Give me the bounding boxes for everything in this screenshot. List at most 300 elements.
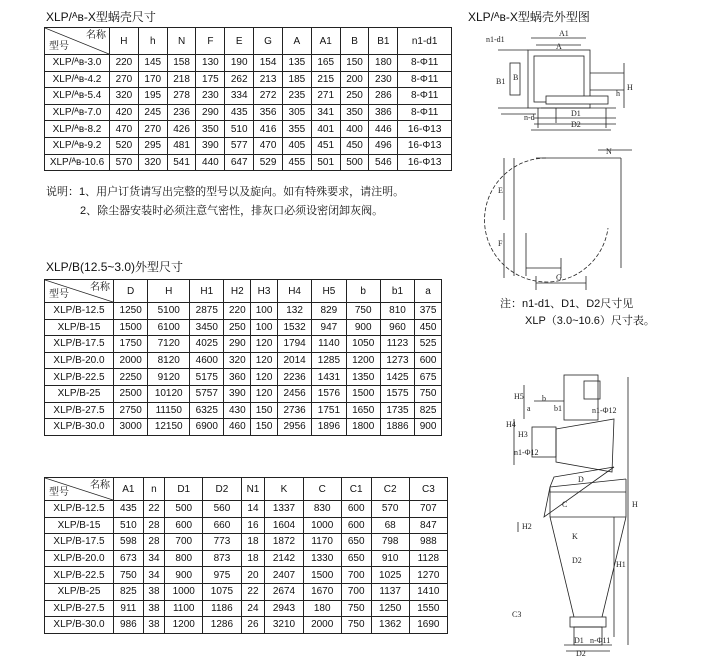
value-cell: 4600 (190, 352, 224, 369)
model-cell: XLP/B-30.0 (45, 419, 114, 436)
value-cell: 305 (282, 104, 311, 121)
column-header: H (148, 280, 190, 303)
svg-text:A: A (556, 42, 562, 51)
table-row (45, 303, 442, 320)
value-cell: 2236 (277, 369, 311, 386)
value-cell: 600 (165, 517, 203, 534)
value-cell: 145 (138, 55, 167, 72)
value-cell: 435 (225, 104, 254, 121)
value-cell: 8-Φ11 (398, 88, 452, 105)
value-cell: 245 (138, 104, 167, 121)
column-header: K (265, 478, 303, 501)
value-cell: 900 (165, 567, 203, 584)
value-cell: 798 (371, 534, 409, 551)
value-cell: 190 (225, 55, 254, 72)
svg-text:n1-d1: n1-d1 (486, 35, 505, 44)
svg-text:D2: D2 (571, 120, 581, 129)
svg-text:B1: B1 (496, 77, 506, 86)
header-row (45, 28, 452, 55)
value-cell: 1350 (346, 369, 380, 386)
value-cell: 400 (340, 121, 369, 138)
value-cell: 12150 (148, 419, 190, 436)
value-cell: 250 (224, 319, 251, 336)
value-cell: 810 (380, 303, 414, 320)
value-cell: 3210 (265, 617, 303, 634)
value-cell: 230 (196, 88, 225, 105)
value-cell: 1532 (277, 319, 311, 336)
value-cell: 16-Φ13 (398, 121, 452, 138)
table-row (45, 550, 448, 567)
value-cell: 220 (224, 303, 251, 320)
value-cell: 154 (254, 55, 283, 72)
value-cell: 426 (167, 121, 196, 138)
value-cell: 4025 (190, 336, 224, 353)
table-row (45, 501, 448, 518)
svg-text:n1-Φ12: n1-Φ12 (514, 448, 539, 457)
value-cell: 8-Φ11 (398, 104, 452, 121)
value-cell: 1000 (303, 517, 341, 534)
model-cell: XLP/B-15 (45, 319, 114, 336)
value-cell: 68 (371, 517, 409, 534)
value-cell: 525 (415, 336, 442, 353)
svg-text:A1: A1 (559, 29, 569, 38)
value-cell: 800 (165, 550, 203, 567)
svg-text:n-Φ11: n-Φ11 (590, 636, 611, 645)
value-cell: 120 (251, 352, 278, 369)
model-cell: XLP/B-25 (45, 583, 114, 600)
corner-cell (45, 280, 114, 303)
value-cell: 600 (341, 501, 371, 518)
header-row (45, 280, 442, 303)
value-cell: 2943 (265, 600, 303, 617)
value-cell: 2674 (265, 583, 303, 600)
value-cell: 650 (341, 550, 371, 567)
value-cell: 150 (340, 55, 369, 72)
value-cell: 660 (203, 517, 241, 534)
value-cell: 1337 (265, 501, 303, 518)
value-cell: 675 (415, 369, 442, 386)
value-cell: 6100 (148, 319, 190, 336)
table-row (45, 55, 452, 72)
value-cell: 320 (138, 154, 167, 171)
value-cell: 2142 (265, 550, 303, 567)
corner-label-bottom: 型号 (49, 487, 69, 498)
value-cell: 750 (114, 567, 144, 584)
svg-text:H2: H2 (522, 522, 532, 531)
value-cell: 1500 (114, 319, 148, 336)
column-header: C (303, 478, 341, 501)
model-cell: XLP/B-22.5 (45, 369, 114, 386)
value-cell: 355 (282, 121, 311, 138)
value-cell: 501 (311, 154, 340, 171)
model-cell: XLP/ᴬʙ-5.4 (45, 88, 110, 105)
value-cell: 272 (254, 88, 283, 105)
value-cell: 2456 (277, 385, 311, 402)
svg-text:n1-Φ12: n1-Φ12 (592, 406, 617, 415)
value-cell: 460 (224, 419, 251, 436)
svg-text:b: b (542, 394, 546, 403)
column-header: D (114, 280, 148, 303)
value-cell: 350 (196, 121, 225, 138)
value-cell: 150 (251, 402, 278, 419)
svg-text:n-d: n-d (524, 113, 535, 122)
value-cell: 1751 (312, 402, 346, 419)
model-cell: XLP/B-20.0 (45, 352, 114, 369)
column-header: A1 (114, 478, 144, 501)
value-cell: 170 (138, 71, 167, 88)
value-cell: 120 (251, 336, 278, 353)
value-cell: 341 (311, 104, 340, 121)
svg-text:H4: H4 (506, 420, 516, 429)
value-cell: 975 (203, 567, 241, 584)
value-cell: 3000 (114, 419, 148, 436)
model-cell: XLP/B-17.5 (45, 336, 114, 353)
value-cell: 750 (341, 600, 371, 617)
model-cell: XLP/ᴬʙ-9.2 (45, 137, 110, 154)
value-cell: 2736 (277, 402, 311, 419)
value-cell: 520 (110, 137, 139, 154)
column-header: b (346, 280, 380, 303)
value-cell: 673 (114, 550, 144, 567)
value-cell: 8-Φ11 (398, 71, 452, 88)
table-row (45, 567, 448, 584)
value-cell: 470 (110, 121, 139, 138)
value-cell: 570 (371, 501, 409, 518)
value-cell: 120 (251, 369, 278, 386)
value-cell: 2000 (303, 617, 341, 634)
value-cell: 1425 (380, 369, 414, 386)
value-cell: 1286 (203, 617, 241, 634)
model-cell: XLP/B-22.5 (45, 567, 114, 584)
value-cell: 1200 (165, 617, 203, 634)
svg-text:D2: D2 (572, 556, 582, 565)
value-cell: 825 (415, 402, 442, 419)
model-cell: XLP/B-25 (45, 385, 114, 402)
value-cell: 218 (167, 71, 196, 88)
value-cell: 1100 (165, 600, 203, 617)
value-cell: 2500 (114, 385, 148, 402)
column-header: H (110, 28, 139, 55)
table-row (45, 319, 442, 336)
value-cell: 911 (114, 600, 144, 617)
value-cell: 2875 (190, 303, 224, 320)
value-cell: 5757 (190, 385, 224, 402)
table-row (45, 71, 452, 88)
svg-text:F: F (498, 239, 503, 248)
volute-outline-figure (476, 28, 676, 328)
section2-title: XLP/B(12.5~3.0)外型尺寸 (46, 260, 184, 274)
svg-text:N: N (606, 147, 612, 156)
table-row (45, 534, 448, 551)
table-row (45, 154, 452, 171)
value-cell: 290 (196, 104, 225, 121)
value-cell: 700 (165, 534, 203, 551)
value-cell: 5175 (190, 369, 224, 386)
svg-text:H3: H3 (518, 430, 528, 439)
value-cell: 450 (415, 319, 442, 336)
value-cell: 250 (340, 88, 369, 105)
value-cell: 1362 (371, 617, 409, 634)
value-cell: 34 (143, 567, 164, 584)
value-cell: 446 (369, 121, 398, 138)
value-cell: 405 (282, 137, 311, 154)
model-cell: XLP/ᴬʙ-4.2 (45, 71, 110, 88)
corner-label-bottom: 型号 (49, 41, 69, 52)
note-1: 说明：1、用户订货请写出完整的型号以及旋向。如有特殊要求，请注明。 (46, 186, 405, 198)
value-cell: 158 (167, 55, 196, 72)
value-cell: 1750 (114, 336, 148, 353)
value-cell: 16-Φ13 (398, 137, 452, 154)
column-header: N (167, 28, 196, 55)
value-cell: 1735 (380, 402, 414, 419)
column-header: E (225, 28, 254, 55)
value-cell: 600 (415, 352, 442, 369)
corner-label-bottom: 型号 (49, 289, 69, 300)
column-header: B1 (369, 28, 398, 55)
value-cell: 1128 (409, 550, 447, 567)
value-cell: 700 (341, 583, 371, 600)
value-cell: 1050 (346, 336, 380, 353)
section1-title: XLP/ᴬʙ-X型蜗壳尺寸 (46, 10, 156, 24)
value-cell: 577 (225, 137, 254, 154)
value-cell: 270 (138, 121, 167, 138)
svg-text:a: a (527, 404, 531, 413)
model-cell: XLP/B-20.0 (45, 550, 114, 567)
value-cell: 16 (241, 517, 265, 534)
value-cell: 390 (196, 137, 225, 154)
value-cell: 600 (341, 517, 371, 534)
table-row (45, 600, 448, 617)
value-cell: 10120 (148, 385, 190, 402)
table-row (45, 583, 448, 600)
value-cell: 1137 (371, 583, 409, 600)
outline-size-table (44, 279, 442, 436)
value-cell: 1250 (114, 303, 148, 320)
value-cell: 1410 (409, 583, 447, 600)
value-cell: 1872 (265, 534, 303, 551)
table-row (45, 402, 442, 419)
value-cell: 165 (311, 55, 340, 72)
column-header: N1 (241, 478, 265, 501)
value-cell: 960 (380, 319, 414, 336)
column-header: C2 (371, 478, 409, 501)
column-header: H2 (224, 280, 251, 303)
model-cell: XLP/ᴬʙ-3.0 (45, 55, 110, 72)
value-cell: 120 (251, 385, 278, 402)
value-cell: 22 (143, 501, 164, 518)
value-cell: 130 (196, 55, 225, 72)
column-header: C1 (341, 478, 371, 501)
table-row (45, 419, 442, 436)
value-cell: 450 (340, 137, 369, 154)
svg-text:h: h (616, 89, 620, 98)
value-cell: 1285 (312, 352, 346, 369)
value-cell: 22 (241, 583, 265, 600)
value-cell: 290 (224, 336, 251, 353)
value-cell: 236 (167, 104, 196, 121)
value-cell: 570 (110, 154, 139, 171)
value-cell: 11150 (148, 402, 190, 419)
value-cell: 375 (415, 303, 442, 320)
table-row (45, 137, 452, 154)
value-cell: 750 (346, 303, 380, 320)
corner-label-top: 名称 (90, 282, 110, 293)
value-cell: 2750 (114, 402, 148, 419)
column-header: n1-d1 (398, 28, 452, 55)
value-cell: 700 (341, 567, 371, 584)
value-cell: 455 (282, 154, 311, 171)
value-cell: 1025 (371, 567, 409, 584)
figure-note-2: XLP（3.0~10.6）尺寸表。 (525, 315, 655, 327)
table-row (45, 369, 442, 386)
value-cell: 100 (251, 319, 278, 336)
table-row (45, 352, 442, 369)
figure-note-1: 注：n1-d1、D1、D2尺寸见 (500, 298, 634, 310)
value-cell: 1431 (312, 369, 346, 386)
table-row (45, 617, 448, 634)
value-cell: 707 (409, 501, 447, 518)
table-row (45, 104, 452, 121)
value-cell: 647 (225, 154, 254, 171)
model-cell: XLP/B-27.5 (45, 600, 114, 617)
value-cell: 546 (369, 154, 398, 171)
value-cell: 24 (241, 600, 265, 617)
svg-text:D1: D1 (574, 636, 584, 645)
svg-text:D: D (578, 475, 584, 484)
outline-size-table-2 (44, 477, 448, 634)
value-cell: 1273 (380, 352, 414, 369)
value-cell: 440 (196, 154, 225, 171)
value-cell: 435 (114, 501, 144, 518)
value-cell: 541 (167, 154, 196, 171)
svg-text:b1: b1 (554, 404, 562, 413)
value-cell: 9120 (148, 369, 190, 386)
column-header: D1 (165, 478, 203, 501)
value-cell: 350 (340, 104, 369, 121)
value-cell: 1500 (346, 385, 380, 402)
value-cell: 200 (340, 71, 369, 88)
column-header: a (415, 280, 442, 303)
model-cell: XLP/B-12.5 (45, 501, 114, 518)
value-cell: 360 (224, 369, 251, 386)
value-cell: 496 (369, 137, 398, 154)
value-cell: 529 (254, 154, 283, 171)
value-cell: 150 (251, 419, 278, 436)
value-cell: 598 (114, 534, 144, 551)
figure1-title: XLP/ᴬʙ-X型蜗壳外型图 (468, 10, 590, 24)
model-cell: XLP/ᴬʙ-8.2 (45, 121, 110, 138)
value-cell: 271 (311, 88, 340, 105)
value-cell: 847 (409, 517, 447, 534)
value-cell: 873 (203, 550, 241, 567)
value-cell: 235 (282, 88, 311, 105)
value-cell: 135 (282, 55, 311, 72)
value-cell: 6325 (190, 402, 224, 419)
corner-cell (45, 478, 114, 501)
value-cell: 510 (225, 121, 254, 138)
value-cell: 1800 (346, 419, 380, 436)
value-cell: 2407 (265, 567, 303, 584)
value-cell: 900 (346, 319, 380, 336)
value-cell: 26 (241, 617, 265, 634)
svg-text:G: G (556, 273, 562, 282)
svg-text:C: C (562, 500, 568, 509)
value-cell: 1270 (409, 567, 447, 584)
value-cell: 38 (143, 617, 164, 634)
value-cell: 1550 (409, 600, 447, 617)
value-cell: 1330 (303, 550, 341, 567)
value-cell: 100 (251, 303, 278, 320)
column-header: G (254, 28, 283, 55)
value-cell: 2000 (114, 352, 148, 369)
value-cell: 825 (114, 583, 144, 600)
value-cell: 334 (225, 88, 254, 105)
corner-label-top: 名称 (90, 480, 110, 491)
value-cell: 6900 (190, 419, 224, 436)
column-header: H3 (251, 280, 278, 303)
value-cell: 286 (369, 88, 398, 105)
model-cell: XLP/B-27.5 (45, 402, 114, 419)
cyclone-outline-figure (504, 367, 654, 657)
value-cell: 1690 (409, 617, 447, 634)
model-cell: XLP/ᴬʙ-10.6 (45, 154, 110, 171)
value-cell: 195 (138, 88, 167, 105)
value-cell: 220 (110, 55, 139, 72)
column-header: H4 (277, 280, 311, 303)
volute-size-table (44, 27, 452, 171)
column-header: C3 (409, 478, 447, 501)
value-cell: 560 (203, 501, 241, 518)
table-row (45, 88, 452, 105)
value-cell: 1575 (380, 385, 414, 402)
value-cell: 386 (369, 104, 398, 121)
value-cell: 8-Φ11 (398, 55, 452, 72)
value-cell: 1576 (312, 385, 346, 402)
svg-text:H1: H1 (616, 560, 626, 569)
value-cell: 900 (415, 419, 442, 436)
column-header: A1 (311, 28, 340, 55)
value-cell: 481 (167, 137, 196, 154)
column-header: H5 (312, 280, 346, 303)
value-cell: 1670 (303, 583, 341, 600)
value-cell: 34 (143, 550, 164, 567)
value-cell: 1794 (277, 336, 311, 353)
value-cell: 500 (165, 501, 203, 518)
value-cell: 401 (311, 121, 340, 138)
value-cell: 430 (224, 402, 251, 419)
value-cell: 1250 (371, 600, 409, 617)
value-cell: 38 (143, 600, 164, 617)
value-cell: 180 (369, 55, 398, 72)
svg-text:D1: D1 (571, 109, 581, 118)
value-cell: 500 (340, 154, 369, 171)
value-cell: 1000 (165, 583, 203, 600)
value-cell: 5100 (148, 303, 190, 320)
value-cell: 215 (311, 71, 340, 88)
value-cell: 829 (312, 303, 346, 320)
value-cell: 2956 (277, 419, 311, 436)
value-cell: 18 (241, 534, 265, 551)
model-cell: XLP/B-17.5 (45, 534, 114, 551)
value-cell: 1186 (203, 600, 241, 617)
value-cell: 1650 (346, 402, 380, 419)
value-cell: 16-Φ13 (398, 154, 452, 171)
value-cell: 947 (312, 319, 346, 336)
column-header: H1 (190, 280, 224, 303)
value-cell: 320 (110, 88, 139, 105)
value-cell: 132 (277, 303, 311, 320)
column-header: n (143, 478, 164, 501)
